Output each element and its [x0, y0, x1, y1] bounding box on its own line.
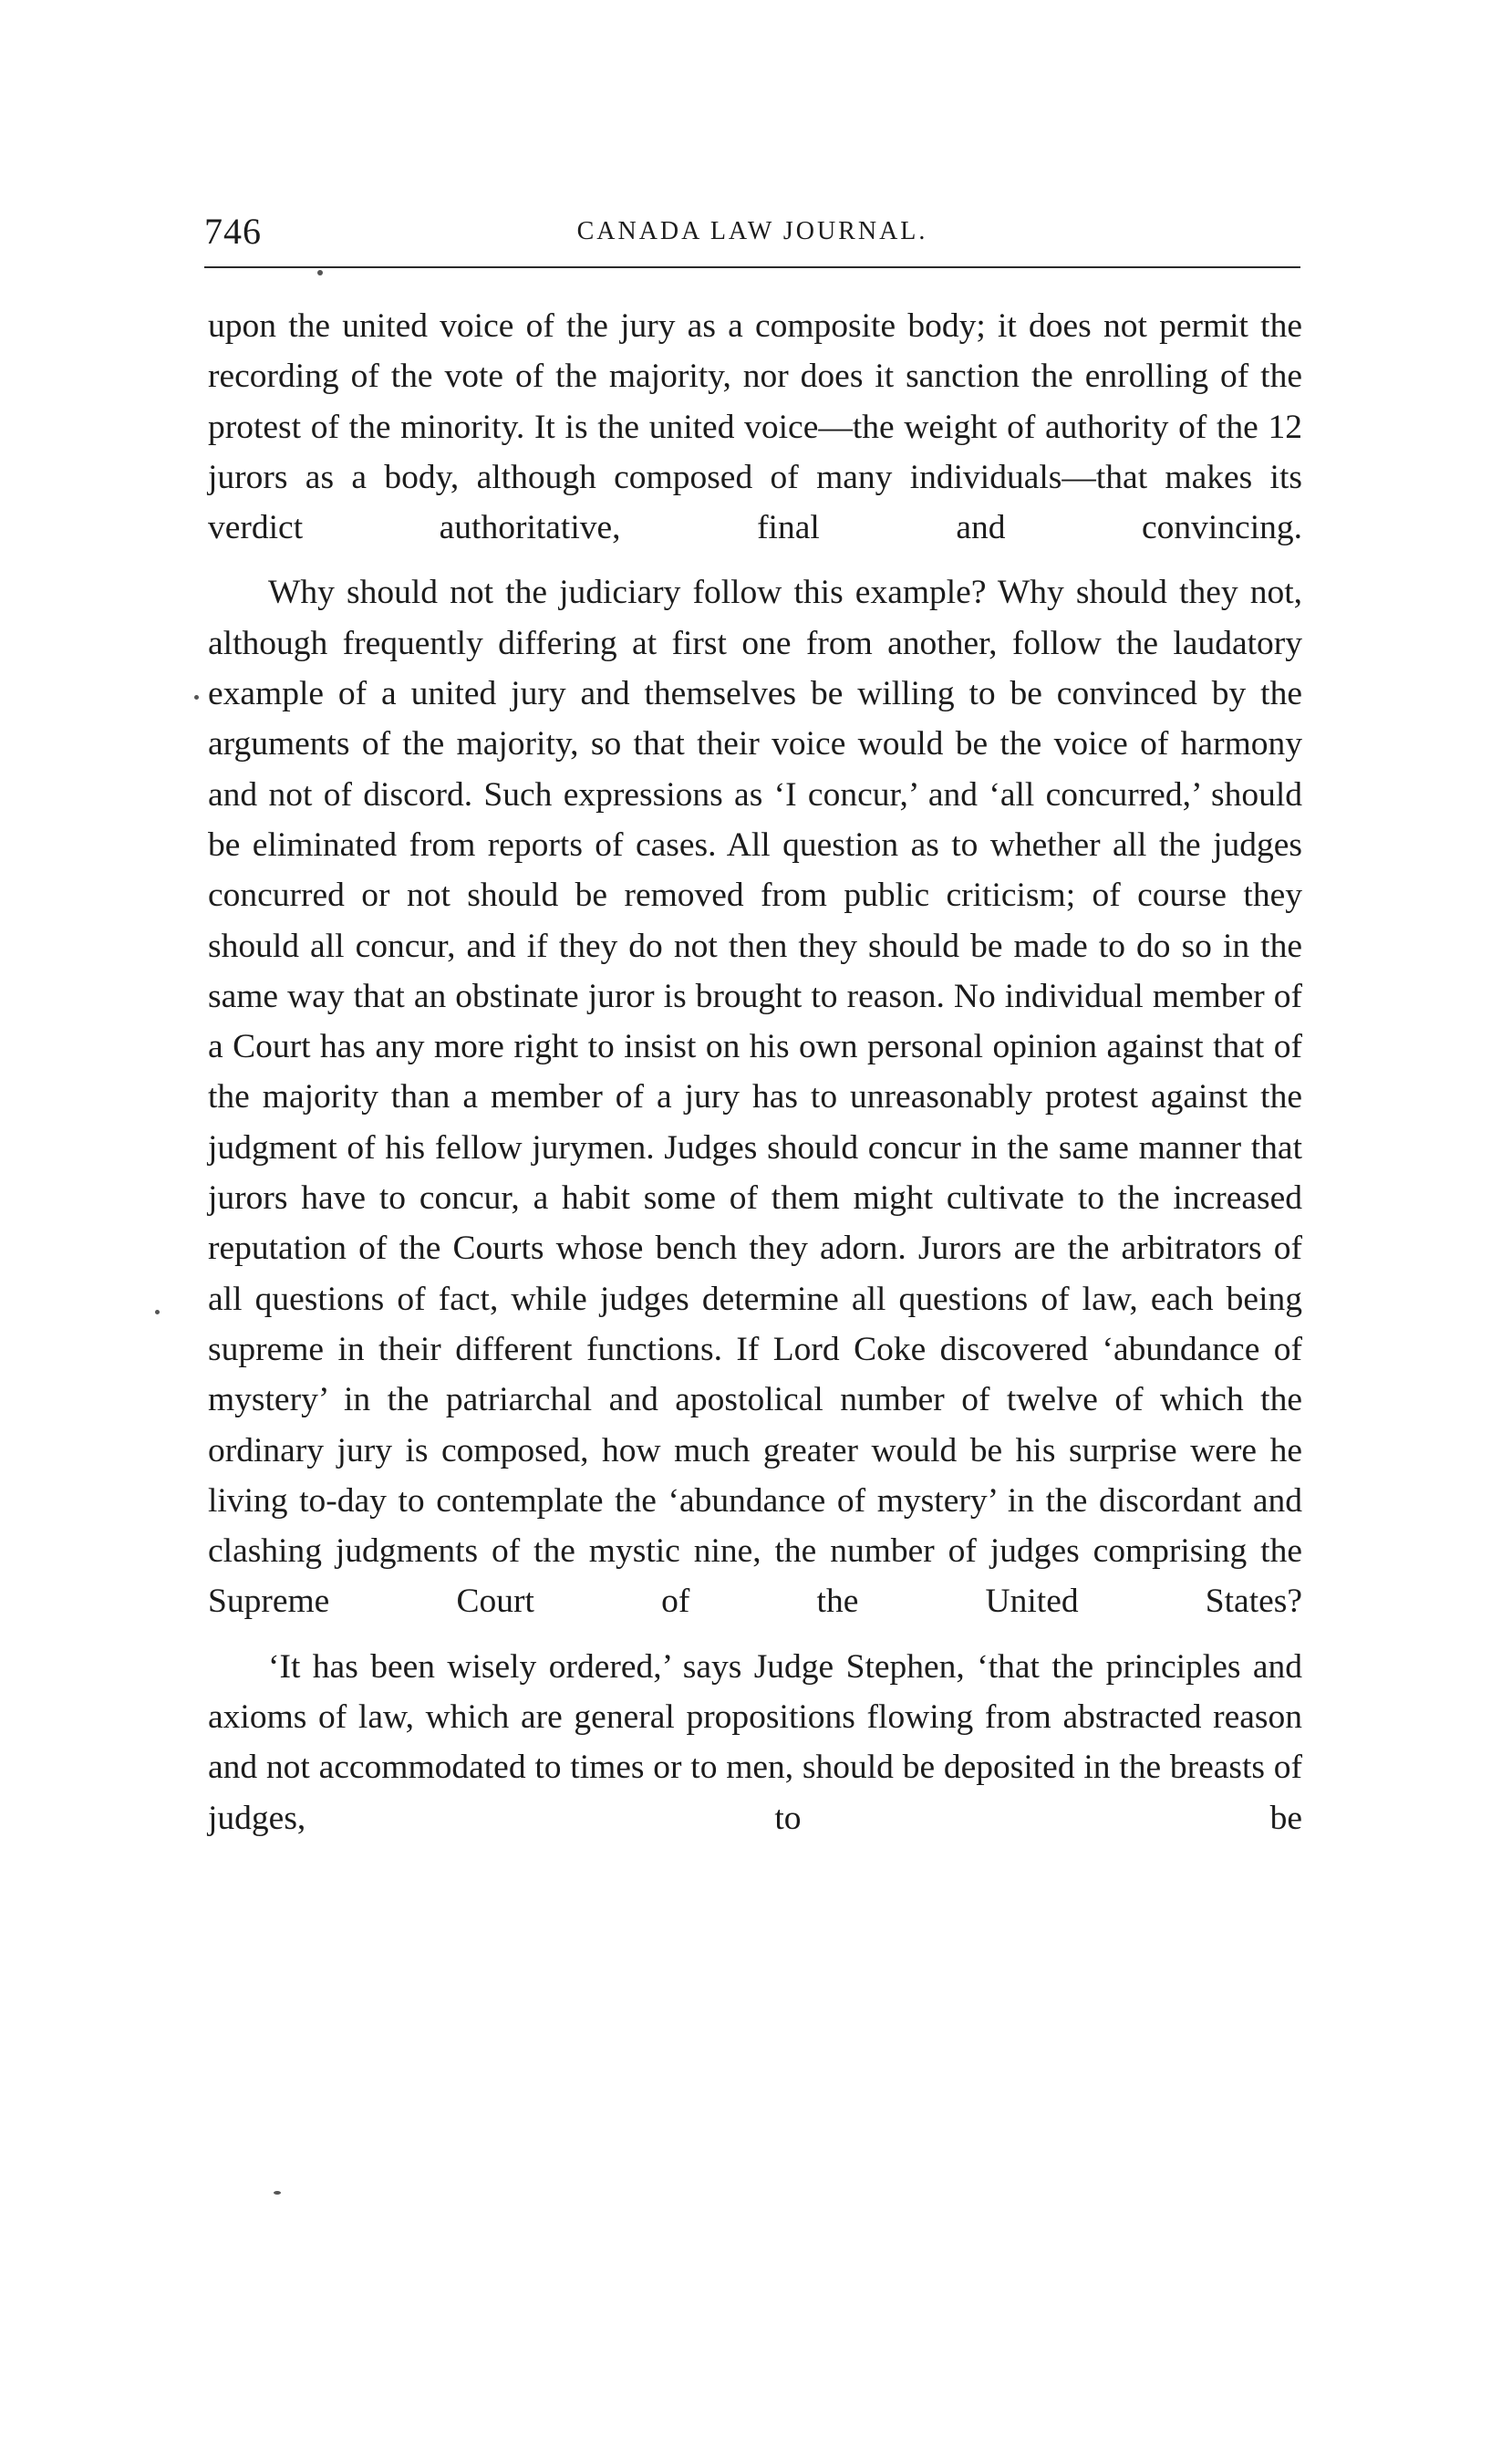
print-speck — [317, 270, 323, 275]
page-header — [204, 202, 1300, 266]
paragraph-1: upon the united voice of the jury as a composite body; it does not permit the recording of the vote of the majority, nor does it sanction the enrolling of the protest of the minority. It is the united voice—the weight of authority of the 12 jurors as a body, although composed of many individuals—that makes its verdict authoritative, final and convincing. — [208, 307, 1302, 547]
paragraph-2: Why should not the judiciary follow this example? Why should they not, although frequently differing at first one from another, follow the laudatory example of a united jury and themselves be willing to be convinced by the arguments of the majority, so that their voice would be the voice of harmony and not of discord. Such expressions as ‘I concur,’ and ‘all concurred,’ should be eliminated from reports of cases. All question as to whether all the judges concurred or not should be removed from public criticism; of course they should all concur, and if they do not then they should be made to do so in the same way that an obstinate juror is brought to reason. No individual member of a Court has any more right to insist on his own personal opinion against that of the majority than a member of a jury has to unreasonably protest against the judgment of his fellow jurymen. Judges should concur in the same manner that jurors have to concur, a habit some of them might cultivate to the increased reputation of the Courts whose bench they adorn. Jurors are the arbitrators of all questions of fact, while judges determine all questions of law, each being supreme in their different functions. If Lord Coke discovered ‘abundance of mystery’ in the patriarchal and apostolical number of twelve of which the ordinary jury is composed, how much greater would be his surprise were he living to-day to contemplate the ‘abundance of mystery’ in the discordant and clashing judgments of the mystic nine, the number of judges comprising the Supreme Court of the United States? — [208, 574, 1302, 1621]
print-speck — [155, 1310, 160, 1314]
body-text — [208, 301, 1302, 1843]
header-rule — [204, 266, 1300, 268]
paragraph-3: ‘It has been wisely ordered,’ says Judge Stephen, ‘that the principles and axioms of law, which are general propositions flowing from abstracted reason and not accommodated to times or to men, should be deposited in the breasts of judges, to be — [208, 1647, 1302, 1837]
print-speck — [274, 2191, 281, 2195]
running-title: CANADA LAW JOURNAL. — [576, 217, 928, 245]
page-number: 746 — [204, 211, 262, 252]
print-speck — [194, 695, 199, 700]
